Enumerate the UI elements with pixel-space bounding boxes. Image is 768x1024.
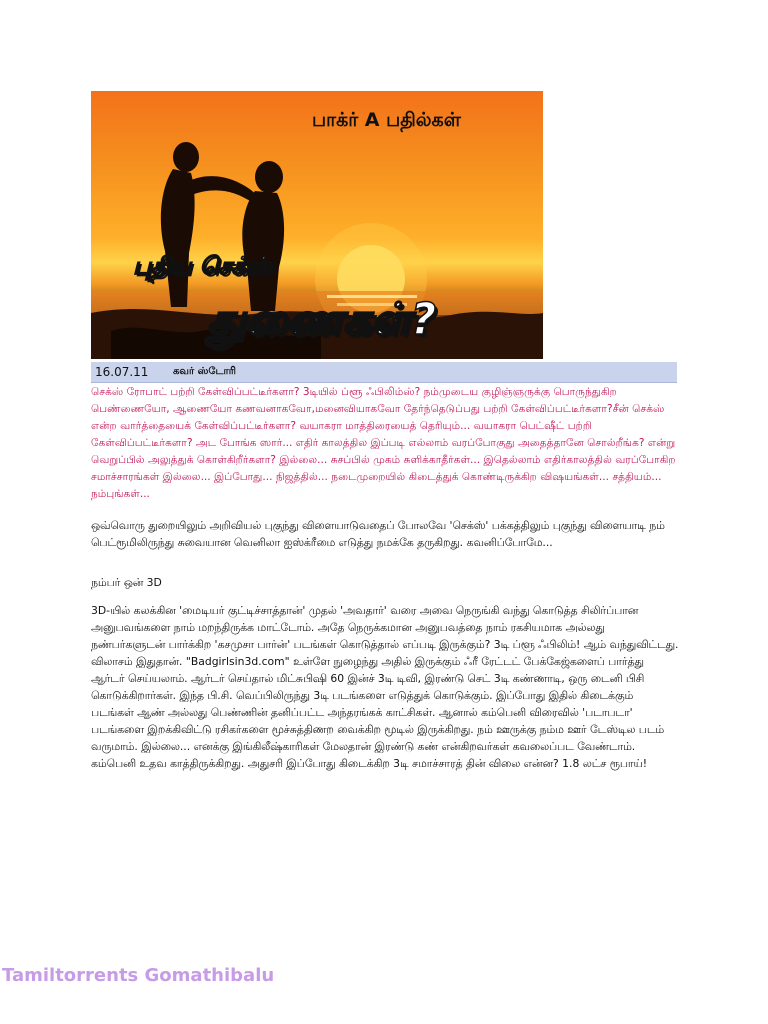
cover-title: பாக்ர் A பதில்கள் [312, 109, 461, 131]
cover-image [91, 91, 543, 359]
meta-bar [91, 362, 677, 383]
issue-date: 16.07.11 [95, 365, 149, 379]
sub-heading: நம்பர் ஒன் 3D [91, 576, 162, 589]
cover-subtitle: புதிய செக்ஸ் [133, 252, 273, 280]
body-paragraph-1: ஒவ்வொரு துறையிலும் அறிவியல் புகுந்து விளையாடுவதைப் போலவே 'செக்ஸ்' பக்கத்திலும் புகுந்து விளையாடி நம் பெட்ரூமிலிருந்து சுவையான வெனிலா ஐஸ்க்ரீமை எடுத்து நமக்கே தருகிறது. கவனிப்போமே... [91, 519, 665, 549]
intro-text: செக்ஸ் ரோபாட் பற்றி கேள்விப்பட்டீர்களா? 3டியில் ப்ளூ ஃபிலிம்ஸ்? நம்முடைய குழிஞ்ஞருக்கு பொருந்துகிற பெண்ணையோ, ஆணையோ கணவனாகவோ,மனைவியாகவோ தேர்ந்தெடுப்பது பற்றி கேள்விப்பட்டீர்களா?சீன் செக்ஸ் என்ற வார்த்தையைக் கேள்விப்பட்டீர்களா? வயாகரா மாத்திரையைத் தெரியும்... வயாகரா பெட்ஷீட் பற்றி கேள்விப்பட்டீர்களா? அட போங்க ஸார்... எதிர் காலத்தில இப்படி எல்லாம் வரப்போகுது அதைத்தானே சொல்றீங்க? என்று வெறுப்பில் அலுத்துக் கொள்கிறீர்களா? இல்லை... சுசப்பில் முகம் சுளிக்காதீர்கள்... இதெல்லாம் எதிர்காலத்தில் வரப்போகிற சமாச்சாரங்கள் இல்லை... இப்போது... நிஜத்தில்... நடைமுறையில் கிடைத்துக் கொண்டிருக்கிற விஷயங்கள்... சத்தியம்... நம்புங்கள்... [91, 386, 676, 500]
watermark: Tamiltorrents Gomathibalu [2, 965, 275, 986]
cover-headline: துணைகள்? [207, 294, 437, 345]
section-label: கவர் ஸ்டோரி [173, 366, 236, 377]
body-paragraph-2: 3D-யில் கலக்கின 'மைடியர் குட்டிச்சாத்தான்' முதல் 'அவதார்' வரை அவை நெருங்கி வந்து கொடுத்த சிலிர்ப்பான அனுபவங்களை நாம் மறந்திருக்க மாட்டோம். அதே நெருக்கமான அனுபவத்தை நாம் ரகசியமாக அல்லது நண்பர்களுடன் பார்க்கிற 'கசமுசா பார்ன்' படங்கள் கொடுத்தால் எப்படி இருக்கும்? 3டி ப்ளூ ஃபிலிம்! ஆம் வந்துவிட்டது. விலாசம் இதுதான். "Badgirlsin3d.com" உள்ளே நுழைந்து அதில் இருக்கும் ஃரீ ரேட்டட் பேக்கேஜ்களைப் பார்த்து ஆர்டர் செய்யலாம். ஆர்டர் செய்தால் மிட்சுபிஷி 60 இன்ச் 3டி டிவி, இரண்டு செட் 3டி கண்ணாடி, ஒரு டைனி பிசி கொடுக்கிறார்கள். இந்த பி.சி. வெப்பிலிருந்து 3டி படங்களை எடுத்துக் கொடுக்கும். இப்போது இதில் கிடைக்கும் படங்கள் ஆண் அல்லது பெண்ணின் தனிப்பட்ட அந்தரங்கக் காட்சிகள். ஆனால் கம்பெனி விரைவில் 'படாபடா' படங்களை இறக்கிவிட்டு ரசிகர்களை மூச்சுத்திணற வைக்கிற மூடில் இருக்கிறது. நம் ஊருக்கு நம்ம ஊர் டேஸ்டில படம் வருமாம். இல்லை... எனக்கு இங்கிலீஷ்காரிகள் மேலதான் இரண்டு கண் என்கிறவர்கள் கவலைப்பட வேண்டாம். கம்பெனி உதவ காத்திருக்கிறது. அதுசரி இப்போது கிடைக்கிற 3டி சமாச்சாரத் தின் விலை என்ன? 1.8 லட்ச ரூபாய்! [91, 604, 679, 770]
